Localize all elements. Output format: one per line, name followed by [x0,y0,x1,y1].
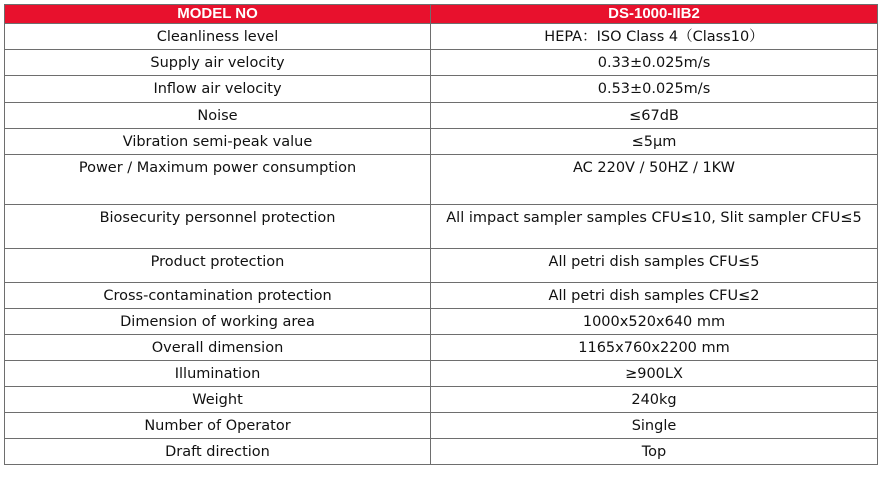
row-label: Number of Operator [5,413,431,439]
table-row [5,205,878,249]
row-value: 0.33±0.025m/s [431,50,878,76]
table-row [5,103,878,129]
row-label: Product protection [5,249,431,283]
row-value: 0.53±0.025m/s [431,76,878,103]
row-value: ≤67dB [431,103,878,129]
table-row [5,413,878,439]
row-label: Power / Maximum power consumption [5,155,431,205]
row-label: Weight [5,387,431,413]
row-value: AC 220V / 50HZ / 1KW [431,155,878,205]
row-value: 1165x760x2200 mm [431,335,878,361]
table-row [5,24,878,50]
row-value: 1000x520x640 mm [431,309,878,335]
row-label: Biosecurity personnel protection [5,205,431,249]
row-label: Cleanliness level [5,24,431,50]
row-label: Dimension of working area [5,309,431,335]
row-value: 240kg [431,387,878,413]
row-value: All impact sampler samples CFU≤10, Slit sampler CFU≤5 [431,205,878,249]
table-row [5,50,878,76]
table-row [5,361,878,387]
table-row [5,439,878,465]
table-row [5,155,878,205]
header-model-no: MODEL NO [5,5,431,24]
header-model-value: DS-1000-IIB2 [431,5,878,24]
row-label: Vibration semi-peak value [5,129,431,155]
row-value: Top [431,439,878,465]
row-value: ≤5μm [431,129,878,155]
spec-table [4,4,878,465]
row-label: Noise [5,103,431,129]
row-value: All petri dish samples CFU≤5 [431,249,878,283]
table-row [5,76,878,103]
row-value: All petri dish samples CFU≤2 [431,283,878,309]
row-value: ≥900LX [431,361,878,387]
table-row [5,283,878,309]
row-value: HEPA：ISO Class 4（Class10） [431,24,878,50]
row-label: Illumination [5,361,431,387]
row-label: Cross-contamination protection [5,283,431,309]
row-label: Supply air velocity [5,50,431,76]
table-row [5,249,878,283]
table-row [5,309,878,335]
table-row [5,387,878,413]
row-label: Inflow air velocity [5,76,431,103]
header-row [5,5,878,24]
row-label: Overall dimension [5,335,431,361]
table-row [5,335,878,361]
table-row [5,129,878,155]
row-value: Single [431,413,878,439]
row-label: Draft direction [5,439,431,465]
